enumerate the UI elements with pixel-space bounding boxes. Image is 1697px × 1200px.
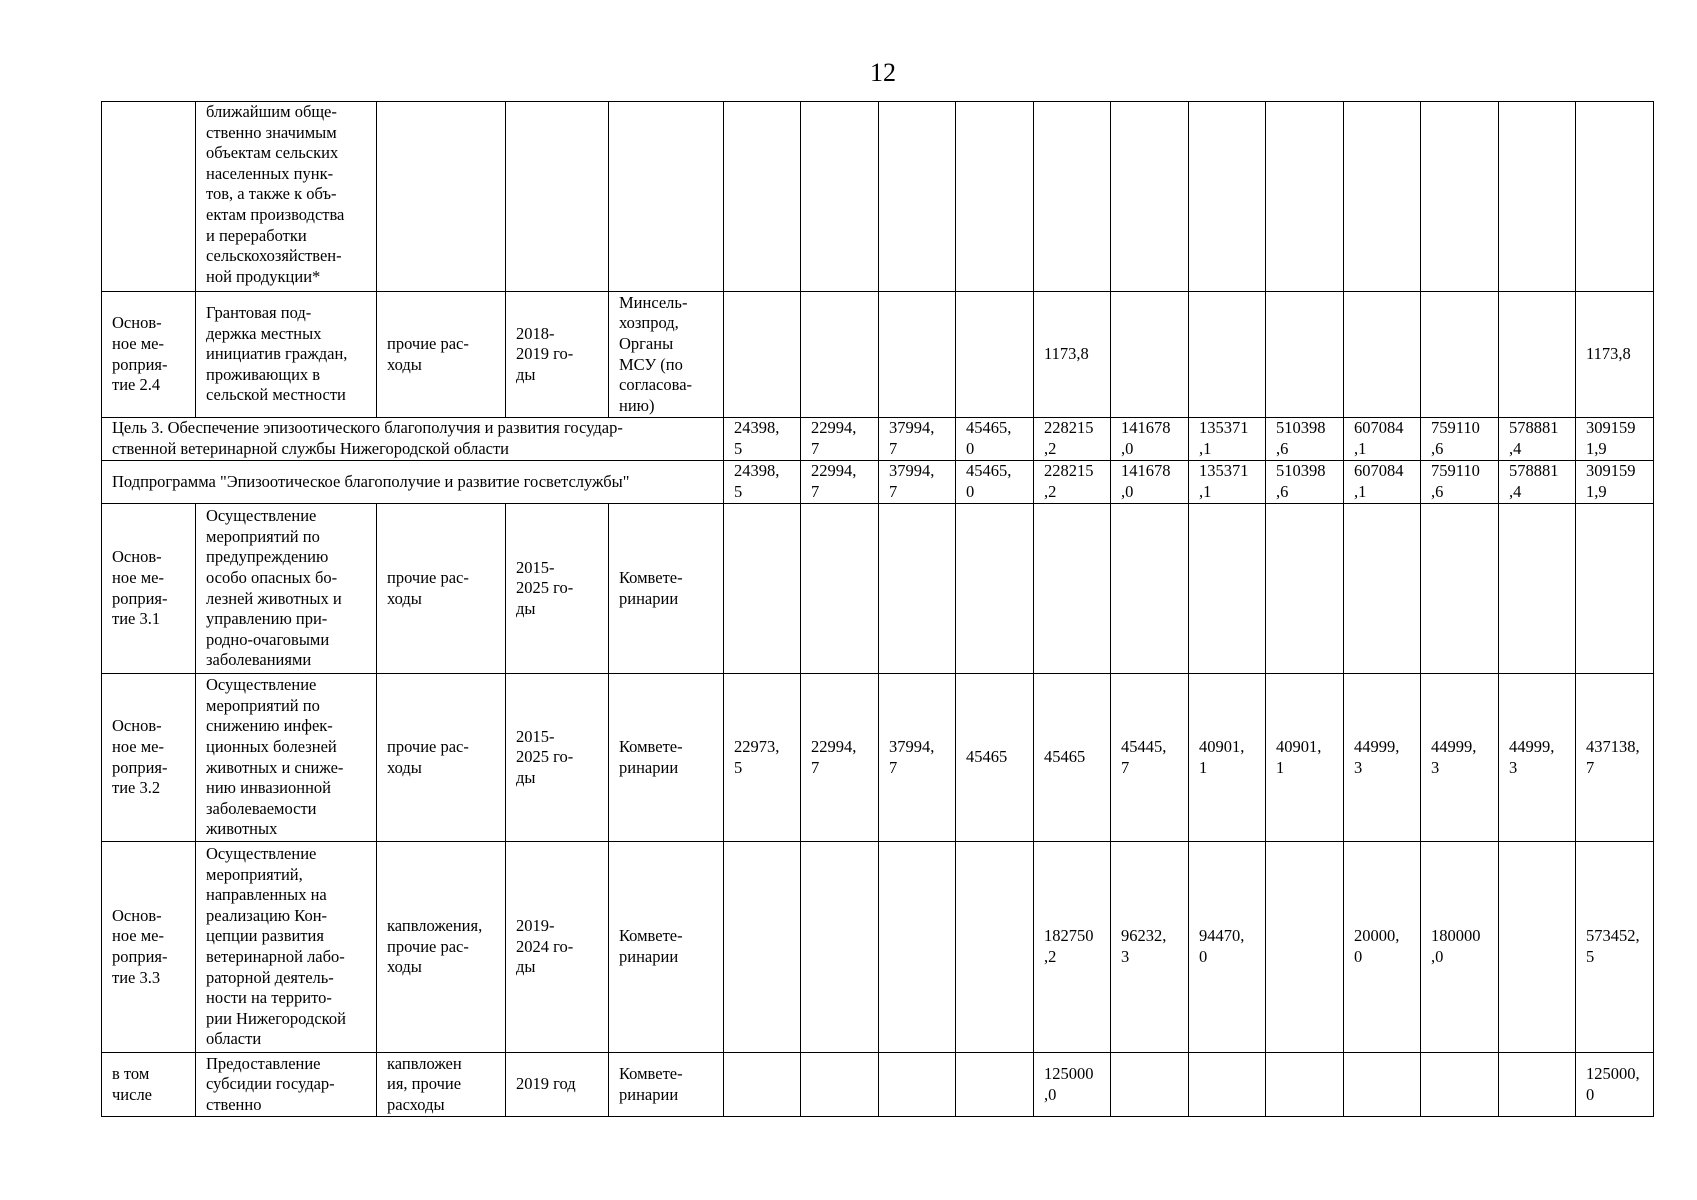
value-cell: [801, 674, 879, 842]
value-cell: [879, 102, 956, 292]
measure-label-cell-text: Основ- ное ме- роприя- тие 3.2: [112, 716, 168, 798]
expense-type-cell: [377, 292, 506, 418]
measure-name-cell: [196, 1053, 377, 1117]
value-cell: [1499, 842, 1576, 1053]
program-funding-table: [101, 101, 1654, 1117]
value-cell-text: 141678 ,0: [1121, 461, 1171, 501]
value-cell: [1344, 1053, 1421, 1117]
value-cell-text: 180000 ,0: [1431, 926, 1481, 966]
value-cell: [1344, 418, 1421, 461]
value-cell: [801, 461, 879, 504]
value-cell: [1576, 674, 1654, 842]
value-cell-text: 607084 ,1: [1354, 461, 1404, 501]
value-cell: [879, 461, 956, 504]
value-cell-text: 22973, 5: [734, 736, 780, 777]
measure-name-cell: [196, 842, 377, 1053]
value-cell: [956, 102, 1034, 292]
value-cell: [956, 504, 1034, 674]
value-cell-text: 22994, 7: [811, 461, 857, 501]
value-cell-text: 37994, 7: [889, 461, 935, 501]
table-row: [102, 842, 1654, 1053]
value-cell: [1421, 504, 1499, 674]
value-cell-text: 44999, 3: [1354, 736, 1400, 777]
value-cell: [1111, 102, 1189, 292]
value-cell-text: 125000 ,0: [1044, 1063, 1094, 1104]
value-cell: [801, 292, 879, 418]
expense-type-cell: [377, 504, 506, 674]
value-cell: [1576, 1053, 1654, 1117]
value-cell: [1189, 674, 1266, 842]
value-cell: [1266, 504, 1344, 674]
value-cell: [1189, 1053, 1266, 1117]
measure-label-cell: [102, 842, 196, 1053]
expense-type-cell: [377, 1053, 506, 1117]
measure-label-cell-text: в том числе: [112, 1063, 153, 1104]
value-cell: [1344, 292, 1421, 418]
value-cell-text: 510398 ,6: [1276, 461, 1326, 501]
value-cell: [1421, 674, 1499, 842]
expense-type-cell-text: прочие рас- ходы: [387, 333, 469, 374]
value-cell: [1576, 292, 1654, 418]
value-cell: [1034, 102, 1111, 292]
value-cell: [1111, 674, 1189, 842]
value-cell-text: 96232, 3: [1121, 926, 1167, 966]
period-cell: [506, 674, 609, 842]
value-cell: [879, 1053, 956, 1117]
value-cell-text: 141678 ,0: [1121, 418, 1171, 458]
value-cell-text: 759110 ,6: [1431, 461, 1480, 501]
value-cell-text: 228215 ,2: [1044, 461, 1094, 501]
value-cell: [1189, 102, 1266, 292]
value-cell: [801, 1053, 879, 1117]
executor-cell: [609, 674, 724, 842]
measure-name-cell-text: Осуществление мероприятий, направленных на реализацию Кон- цепции развития ветеринарной лабо- раторной деятель- ности на террито- рии Нижегородской области: [206, 844, 346, 1049]
value-cell-text: 44999, 3: [1431, 736, 1477, 777]
goal-label-cell-text: Подпрограмма "Эпизоотическое благополучие и развитие госветслужбы": [112, 471, 630, 491]
expense-type-cell-text: прочие рас- ходы: [387, 736, 469, 777]
expense-type-cell-text: капвложен ия, прочие расходы: [387, 1053, 462, 1114]
value-cell-text: 182750 ,2: [1044, 926, 1094, 966]
period-cell: [506, 1053, 609, 1117]
value-cell-text: 37994, 7: [889, 418, 935, 458]
value-cell: [1034, 461, 1111, 504]
goal-label-cell: [102, 461, 724, 504]
value-cell: [1111, 842, 1189, 1053]
table-body: [102, 102, 1654, 1117]
value-cell: [1421, 1053, 1499, 1117]
executor-cell-text: Комвете- ринарии: [619, 926, 683, 966]
value-cell: [1344, 102, 1421, 292]
expense-type-cell: [377, 842, 506, 1053]
value-cell-text: 309159 1,9: [1586, 418, 1636, 458]
goal-label-cell: [102, 418, 724, 461]
value-cell-text: 573452, 5: [1586, 926, 1640, 966]
value-cell: [1576, 842, 1654, 1053]
value-cell: [1421, 842, 1499, 1053]
value-cell: [1034, 418, 1111, 461]
period-cell: [506, 292, 609, 418]
value-cell: [1111, 1053, 1189, 1117]
value-cell: [1266, 674, 1344, 842]
value-cell: [1499, 292, 1576, 418]
value-cell-text: 578881 ,4: [1509, 461, 1559, 501]
measure-label-cell-text: Основ- ное ме- роприя- тие 3.1: [112, 547, 168, 629]
value-cell: [1189, 292, 1266, 418]
period-cell-text: 2015- 2025 го- ды: [516, 557, 574, 618]
measure-label-cell: [102, 1053, 196, 1117]
value-cell-text: 759110 ,6: [1431, 418, 1480, 458]
value-cell: [956, 842, 1034, 1053]
period-cell-text: 2015- 2025 го- ды: [516, 726, 574, 787]
value-cell-text: 22994, 7: [811, 736, 857, 777]
value-cell: [801, 504, 879, 674]
value-cell: [956, 1053, 1034, 1117]
value-cell: [879, 504, 956, 674]
measure-name-cell: [196, 102, 377, 292]
value-cell-text: 45445, 7: [1121, 736, 1167, 777]
value-cell: [1189, 418, 1266, 461]
expense-type-cell-text: капвложения, прочие рас- ходы: [387, 916, 483, 977]
value-cell: [1034, 674, 1111, 842]
value-cell: [1499, 102, 1576, 292]
executor-cell: [609, 1053, 724, 1117]
value-cell: [956, 292, 1034, 418]
executor-cell-text: Минсель- хозпрод, Органы МСУ (по согласова- нию): [619, 292, 693, 415]
measure-name-cell-text: Осуществление мероприятий по предупреждению особо опасных бо- лезней животных и управлению при- родно-очаговыми заболеваниями: [206, 506, 342, 670]
value-cell: [1111, 461, 1189, 504]
expense-type-cell: [377, 674, 506, 842]
measure-name-cell-text: Грантовая под- держка местных инициатив граждан, проживающих в сельской местности: [206, 303, 348, 405]
value-cell-text: 228215 ,2: [1044, 418, 1094, 458]
value-cell-text: 510398 ,6: [1276, 418, 1326, 458]
value-cell: [956, 418, 1034, 461]
value-cell-text: 135371 ,1: [1199, 418, 1249, 458]
value-cell: [1034, 842, 1111, 1053]
value-cell: [1576, 418, 1654, 461]
measure-label-cell-text: Основ- ное ме- роприя- тие 3.3: [112, 905, 168, 987]
value-cell: [1266, 102, 1344, 292]
value-cell: [1344, 674, 1421, 842]
measure-label-cell: [102, 674, 196, 842]
executor-cell: [609, 102, 724, 292]
table-row: [102, 504, 1654, 674]
measure-label-cell: [102, 292, 196, 418]
value-cell: [1266, 418, 1344, 461]
measure-name-cell-text: ближайшим обще- ственно значимым объектам сельских населенных пунк- тов, а также к объ- ектам производства и переработки сельскохозяйствен- ной продукции*: [206, 102, 345, 286]
value-cell: [1034, 292, 1111, 418]
value-cell: [879, 292, 956, 418]
measure-name-cell: [196, 674, 377, 842]
value-cell: [1189, 504, 1266, 674]
value-cell: [1576, 461, 1654, 504]
executor-cell-text: Комвете- ринарии: [619, 736, 683, 777]
value-cell-text: 578881 ,4: [1509, 418, 1559, 458]
executor-cell-text: Комвете- ринарии: [619, 1063, 683, 1104]
value-cell: [1421, 461, 1499, 504]
value-cell-text: 24398, 5: [734, 461, 780, 501]
value-cell: [1266, 1053, 1344, 1117]
value-cell-text: 37994, 7: [889, 736, 935, 777]
value-cell: [1034, 1053, 1111, 1117]
value-cell-text: 44999, 3: [1509, 736, 1555, 777]
value-cell-text: 1173,8: [1044, 344, 1089, 364]
value-cell-text: 125000, 0: [1586, 1063, 1640, 1104]
value-cell: [956, 674, 1034, 842]
value-cell: [1499, 504, 1576, 674]
value-cell: [801, 842, 879, 1053]
executor-cell: [609, 842, 724, 1053]
value-cell: [724, 461, 801, 504]
value-cell-text: 24398, 5: [734, 418, 780, 458]
value-cell: [724, 418, 801, 461]
value-cell: [879, 418, 956, 461]
value-cell: [1499, 461, 1576, 504]
value-cell-text: 40901, 1: [1276, 736, 1322, 777]
value-cell: [724, 674, 801, 842]
value-cell: [1266, 842, 1344, 1053]
executor-cell: [609, 504, 724, 674]
value-cell-text: 45465: [966, 747, 1008, 767]
table-row: [102, 102, 1654, 292]
period-cell-text: 2019- 2024 го- ды: [516, 916, 574, 977]
measure-name-cell: [196, 292, 377, 418]
value-cell-text: 135371 ,1: [1199, 461, 1249, 501]
value-cell: [724, 504, 801, 674]
period-cell: [506, 102, 609, 292]
value-cell: [1344, 461, 1421, 504]
value-cell: [1421, 418, 1499, 461]
measure-name-cell: [196, 504, 377, 674]
table-row: [102, 1053, 1654, 1117]
table-row: [102, 461, 1654, 504]
period-cell-text: 2018- 2019 го- ды: [516, 323, 574, 384]
table-row: [102, 292, 1654, 418]
value-cell: [1499, 674, 1576, 842]
expense-type-cell: [377, 102, 506, 292]
value-cell: [1344, 842, 1421, 1053]
value-cell-text: 1173,8: [1586, 344, 1631, 364]
value-cell: [956, 461, 1034, 504]
measure-label-cell: [102, 102, 196, 292]
goal-label-cell-text: Цель 3. Обеспечение эпизоотического благополучия и развития государ- ственной ветеринарной службы Нижегородской области: [112, 418, 623, 458]
value-cell-text: 45465, 0: [966, 418, 1012, 458]
value-cell: [1266, 292, 1344, 418]
value-cell: [724, 102, 801, 292]
measure-name-cell-text: Предоставление субсидии государ- ственно: [206, 1053, 335, 1114]
period-cell: [506, 842, 609, 1053]
value-cell-text: 607084 ,1: [1354, 418, 1404, 458]
value-cell: [801, 418, 879, 461]
value-cell: [724, 842, 801, 1053]
value-cell: [1189, 461, 1266, 504]
page-number: 12: [870, 58, 896, 87]
value-cell-text: 40901, 1: [1199, 736, 1245, 777]
value-cell-text: 309159 1,9: [1586, 461, 1636, 501]
value-cell: [1576, 504, 1654, 674]
value-cell-text: 20000, 0: [1354, 926, 1400, 966]
executor-cell-text: Комвете- ринарии: [619, 567, 683, 608]
value-cell-text: 94470, 0: [1199, 926, 1245, 966]
value-cell: [1499, 1053, 1576, 1117]
value-cell: [724, 1053, 801, 1117]
value-cell-text: 45465: [1044, 747, 1086, 767]
value-cell-text: 22994, 7: [811, 418, 857, 458]
value-cell: [1034, 504, 1111, 674]
table-row: [102, 674, 1654, 842]
value-cell: [1266, 461, 1344, 504]
value-cell-text: 437138, 7: [1586, 736, 1640, 777]
executor-cell: [609, 292, 724, 418]
value-cell: [1111, 292, 1189, 418]
table-row: [102, 418, 1654, 461]
value-cell: [1421, 102, 1499, 292]
value-cell-text: 45465, 0: [966, 461, 1012, 501]
period-cell: [506, 504, 609, 674]
measure-label-cell: [102, 504, 196, 674]
value-cell: [1189, 842, 1266, 1053]
period-cell-text: 2019 год: [516, 1074, 576, 1094]
value-cell: [1344, 504, 1421, 674]
value-cell: [801, 102, 879, 292]
value-cell: [1421, 292, 1499, 418]
measure-label-cell-text: Основ- ное ме- роприя- тие 2.4: [112, 313, 168, 395]
value-cell: [879, 842, 956, 1053]
value-cell: [1576, 102, 1654, 292]
value-cell: [1111, 504, 1189, 674]
measure-name-cell-text: Осуществление мероприятий по снижению инфек- ционных болезней животных и сниже- нию инвазионной заболеваемости животных: [206, 675, 344, 839]
value-cell: [1499, 418, 1576, 461]
value-cell: [724, 292, 801, 418]
value-cell: [1111, 418, 1189, 461]
value-cell: [879, 674, 956, 842]
expense-type-cell-text: прочие рас- ходы: [387, 567, 469, 608]
